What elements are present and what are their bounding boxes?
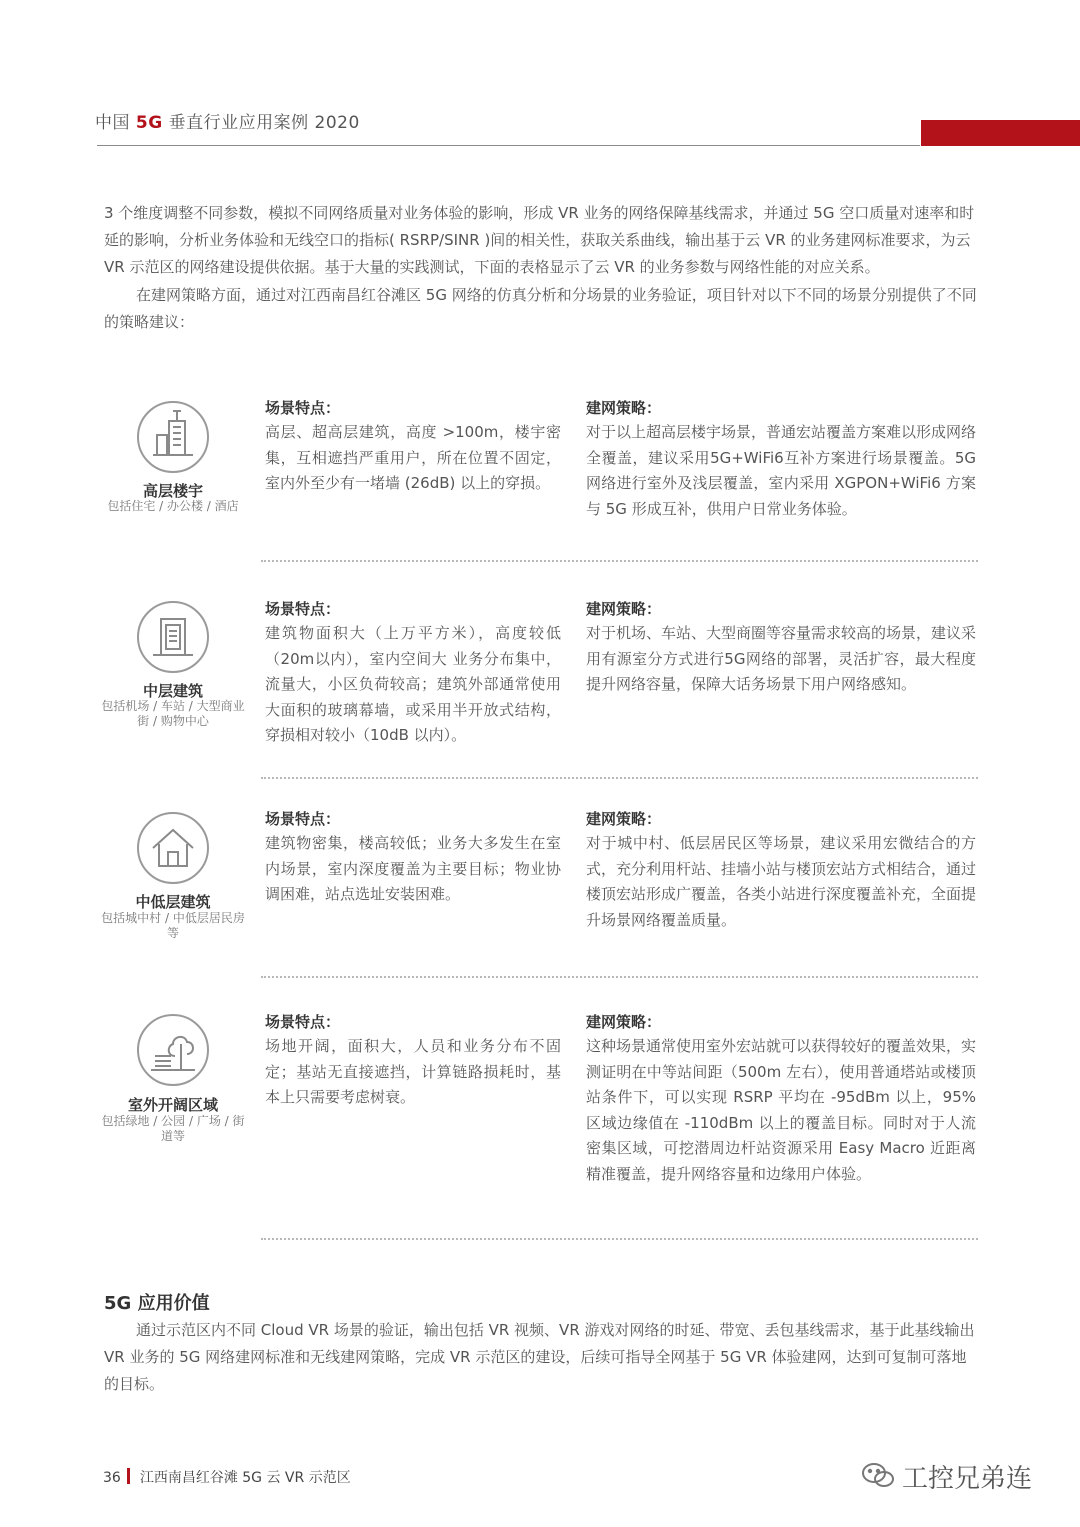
strategy-label: 建网策略： [586,399,662,417]
watermark [860,1458,1032,1495]
feature-label: 场景特点： [265,1013,341,1031]
section-divider [261,976,978,978]
header-rule [97,145,920,146]
feature-label: 场景特点： [265,600,341,618]
strategy-text: 对于机场、车站、大型商圈等容量需求较高的场景，建议采用有源室分方式进行5G网络的部署，灵活扩容，最大程度提升网络容量，保障大话务场景下用户网络感知。 [586,624,977,693]
strategy-text: 这种场景通常使用室外宏站就可以获得较好的覆盖效果，实测证明在中等站间距（500m 左右），使用普通塔站或楼顶站条件下，可以实现 RSRP 平均在 -95dBm 以上，95% 区域边缘值在 -110dBm 以上的覆盖目标。同时对于人流密集区域，可挖潜周边杆站资源采用 Easy Macro 近距离精准覆盖，提升网络容量和边缘用户体验。 [586,1037,977,1183]
header-title-suffix: 垂直行业应用案例 2020 [162,113,360,133]
strategy-label: 建网策略： [586,1013,662,1031]
header-title [95,108,360,133]
strategy-label: 建网策略： [586,600,662,618]
wechat-icon [860,1461,896,1491]
scenario-note: 包括绿地 / 公园 / 广场 / 街道等 [101,1114,245,1143]
feature-label: 场景特点： [265,810,341,828]
scenario-note: 包括城中村 / 中低层居民房等 [101,911,245,940]
outdoor-park-icon [137,1014,209,1086]
scenario-note: 包括住宅 / 办公楼 / 酒店 [107,499,239,513]
page-footer [103,1467,351,1487]
feature-text: 场地开阔，面积大，人员和业务分布不固定；基站无直接遮挡，计算链路损耗时，基本上只需要考虑树衰。 [265,1037,561,1106]
page-number: 36 [103,1470,121,1486]
house-icon [137,812,209,884]
strategy-text: 对于以上超高层楼宇场景，普通宏站覆盖方案难以形成网络全覆盖，建议采用5G+WiFi6互补方案进行场景覆盖。5G 网络进行室外及浅层覆盖，室内采用 XGPON+WiFi6 方案与 5G 形成互补，供用户日常业务体验。 [586,423,977,518]
feature-text: 建筑物密集，楼高较低；业务大多发生在室内场景，室内深度覆盖为主要目标；物业协调困难，站点选址安装困难。 [265,834,561,903]
value-paragraph: 通过示范区内不同 Cloud VR 场景的验证，输出包括 VR 视频、VR 游戏对网络的时延、带宽、丢包基线需求，基于此基线输出 VR 业务的 5G 网络建网标准和无线建网策略，完成 VR 示范区的建设，后续可指导全网基于 5G VR 体验建网，达到可复制可落地的目标。 [104,1321,975,1393]
scenario-name: 高层楼宇 [142,482,203,500]
strategy-text: 对于城中村、低层居民区等场景，建议采用宏微结合的方式，充分利用杆站、挂墙小站与楼顶宏站方式相结合，通过楼顶宏站形成广覆盖，各类小站进行深度覆盖补充，全面提升场景网络覆盖质量。 [586,834,977,929]
scenario-name: 中低层建筑 [135,893,211,911]
footer-separator [127,1468,130,1484]
section-title: 5G 应用价值 [104,1293,210,1314]
scenario-name: 中层建筑 [142,682,203,700]
mid-rise-building-icon [137,601,209,673]
section-divider [261,777,978,779]
feature-text: 高层、超高层建筑，高度 >100m，楼宇密集，互相遮挡严重用户，所在位置不固定，室内外至少有一堵墙 (26dB) 以上的穿损。 [265,423,561,492]
footer-doc-title: 江西南昌红谷滩 5G 云 VR 示范区 [139,1470,351,1486]
feature-text: 建筑物面积大（上万平方米），高度较低（20m以内），室内空间大 业务分布集中，流量大，小区负荷较高；建筑外部通常使用大面积的玻璃幕墙，或采用半开放式结构，穿损相对较小（10dB 以内）。 [265,624,561,744]
section-divider [261,1238,978,1240]
header-accent-bar [921,120,1080,146]
high-rise-building-icon [137,401,209,473]
intro-paragraph-2: 在建网策略方面，通过对江西南昌红谷滩区 5G 网络的仿真分析和分场景的业务验证，项目针对以下不同的场景分别提供了不同的策略建议： [104,286,977,331]
strategy-label: 建网策略： [586,810,662,828]
header-title-prefix: 中国 [95,113,136,133]
feature-label: 场景特点： [265,399,341,417]
header-title-accent: 5G [135,113,163,133]
section-divider [261,560,978,562]
scenario-name: 室外开阔区域 [127,1096,218,1114]
watermark-text: 工控兄弟连 [902,1464,1033,1494]
scenario-note: 包括机场 / 车站 / 大型商业街 / 购物中心 [101,699,245,728]
intro-paragraph-1: 3 个维度调整不同参数，模拟不同网络质量对业务体验的影响，形成 VR 业务的网络保障基线需求，并通过 5G 空口质量对速率和时延的影响，分析业务体验和无线空口的指标( RSRP/SINR )间的相关性，获取关系曲线，输出基于云 VR 的业务建网标准要求，为云 VR 示范区的网络建设提供依据。基于大量的实践测试，下面的表格显示了云 VR 的业务参数与网络性能的对应关系。 [104,204,975,276]
